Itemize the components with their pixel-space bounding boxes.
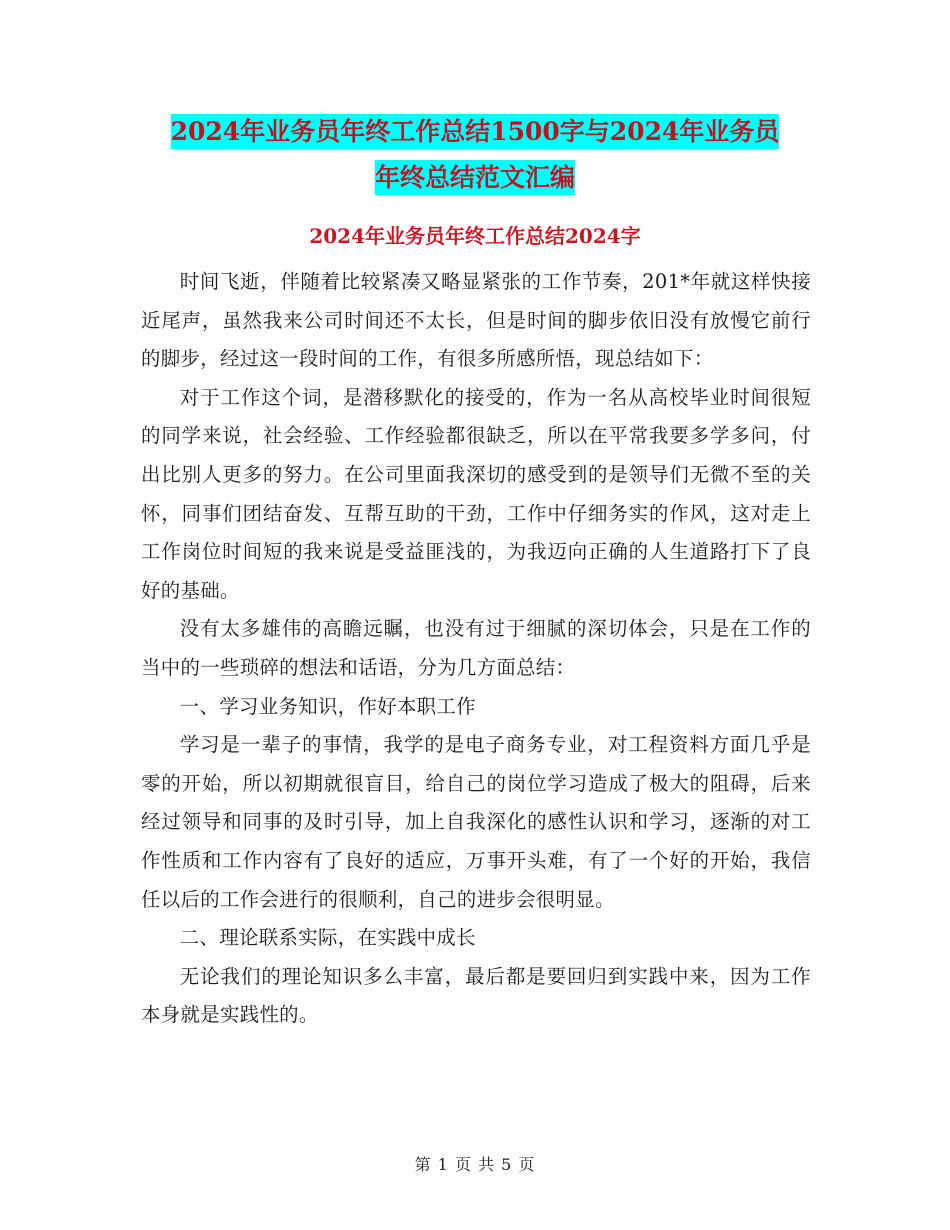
paragraph: 无论我们的理论知识多么丰富，最后都是要回归到实践中来，因为工作本身就是实践性的。 <box>141 964 811 1027</box>
section-heading: 二、理论联系实际，在实践中成长 <box>179 926 476 950</box>
paragraph: 学习是一辈子的事情，我学的是电子商务专业，对工程资料方面几乎是零的开始，所以初期就很盲目，给自己的岗位学习造成了极大的阻碍，后来经过领导和同事的及时引导，加上自我深化的感性认识和学习，逐渐的对工作性质和工作内容有了良好的适应，万事开头难，有了一个好的开始，我信任以后的工作会进行的很顺利，自己的进步会很明显。 <box>141 733 811 911</box>
document-body <box>141 263 811 1035</box>
title-line-1: 2024年业务员年终工作总结1500字与2024年业务员 <box>171 114 780 149</box>
section-title: 2024年业务员年终工作总结2024字 <box>309 224 641 248</box>
paragraph: 时间飞逝，伴随着比较紧凑又略显紧张的工作节奏，201*年就这样快接近尾声，虽然我来公司时间还不太长，但是时间的脚步依旧没有放慢它前行的脚步，经过这一段时间的工作，有很多所感所悟，现总结如下： <box>141 270 811 371</box>
section-heading: 一、学习业务知识，作好本职工作 <box>179 694 476 718</box>
document-title <box>0 108 950 202</box>
title-line-2: 年终总结范文汇编 <box>375 160 575 195</box>
paragraph: 没有太多雄伟的高瞻远瞩，也没有过于细腻的深切体会，只是在工作的当中的一些琐碎的想法和话语，分为几方面总结： <box>141 617 811 679</box>
paragraph: 对于工作这个词，是潜移默化的接受的，作为一名从高校毕业时间很短的同学来说，社会经验、工作经验都很缺乏，所以在平常我要多学多问，付出比别人更多的努力。在公司里面我深切的感受到的是领导们无微不至的关怀，同事们团结奋发、互帮互助的干劲，工作中仔细务实的作风，这对走上工作岗位时间短的我来说是受益匪浅的，为我迈向正确的人生道路打下了良好的基础。 <box>141 385 811 602</box>
page-footer: 第 1 页 共 5 页 <box>414 1155 536 1174</box>
